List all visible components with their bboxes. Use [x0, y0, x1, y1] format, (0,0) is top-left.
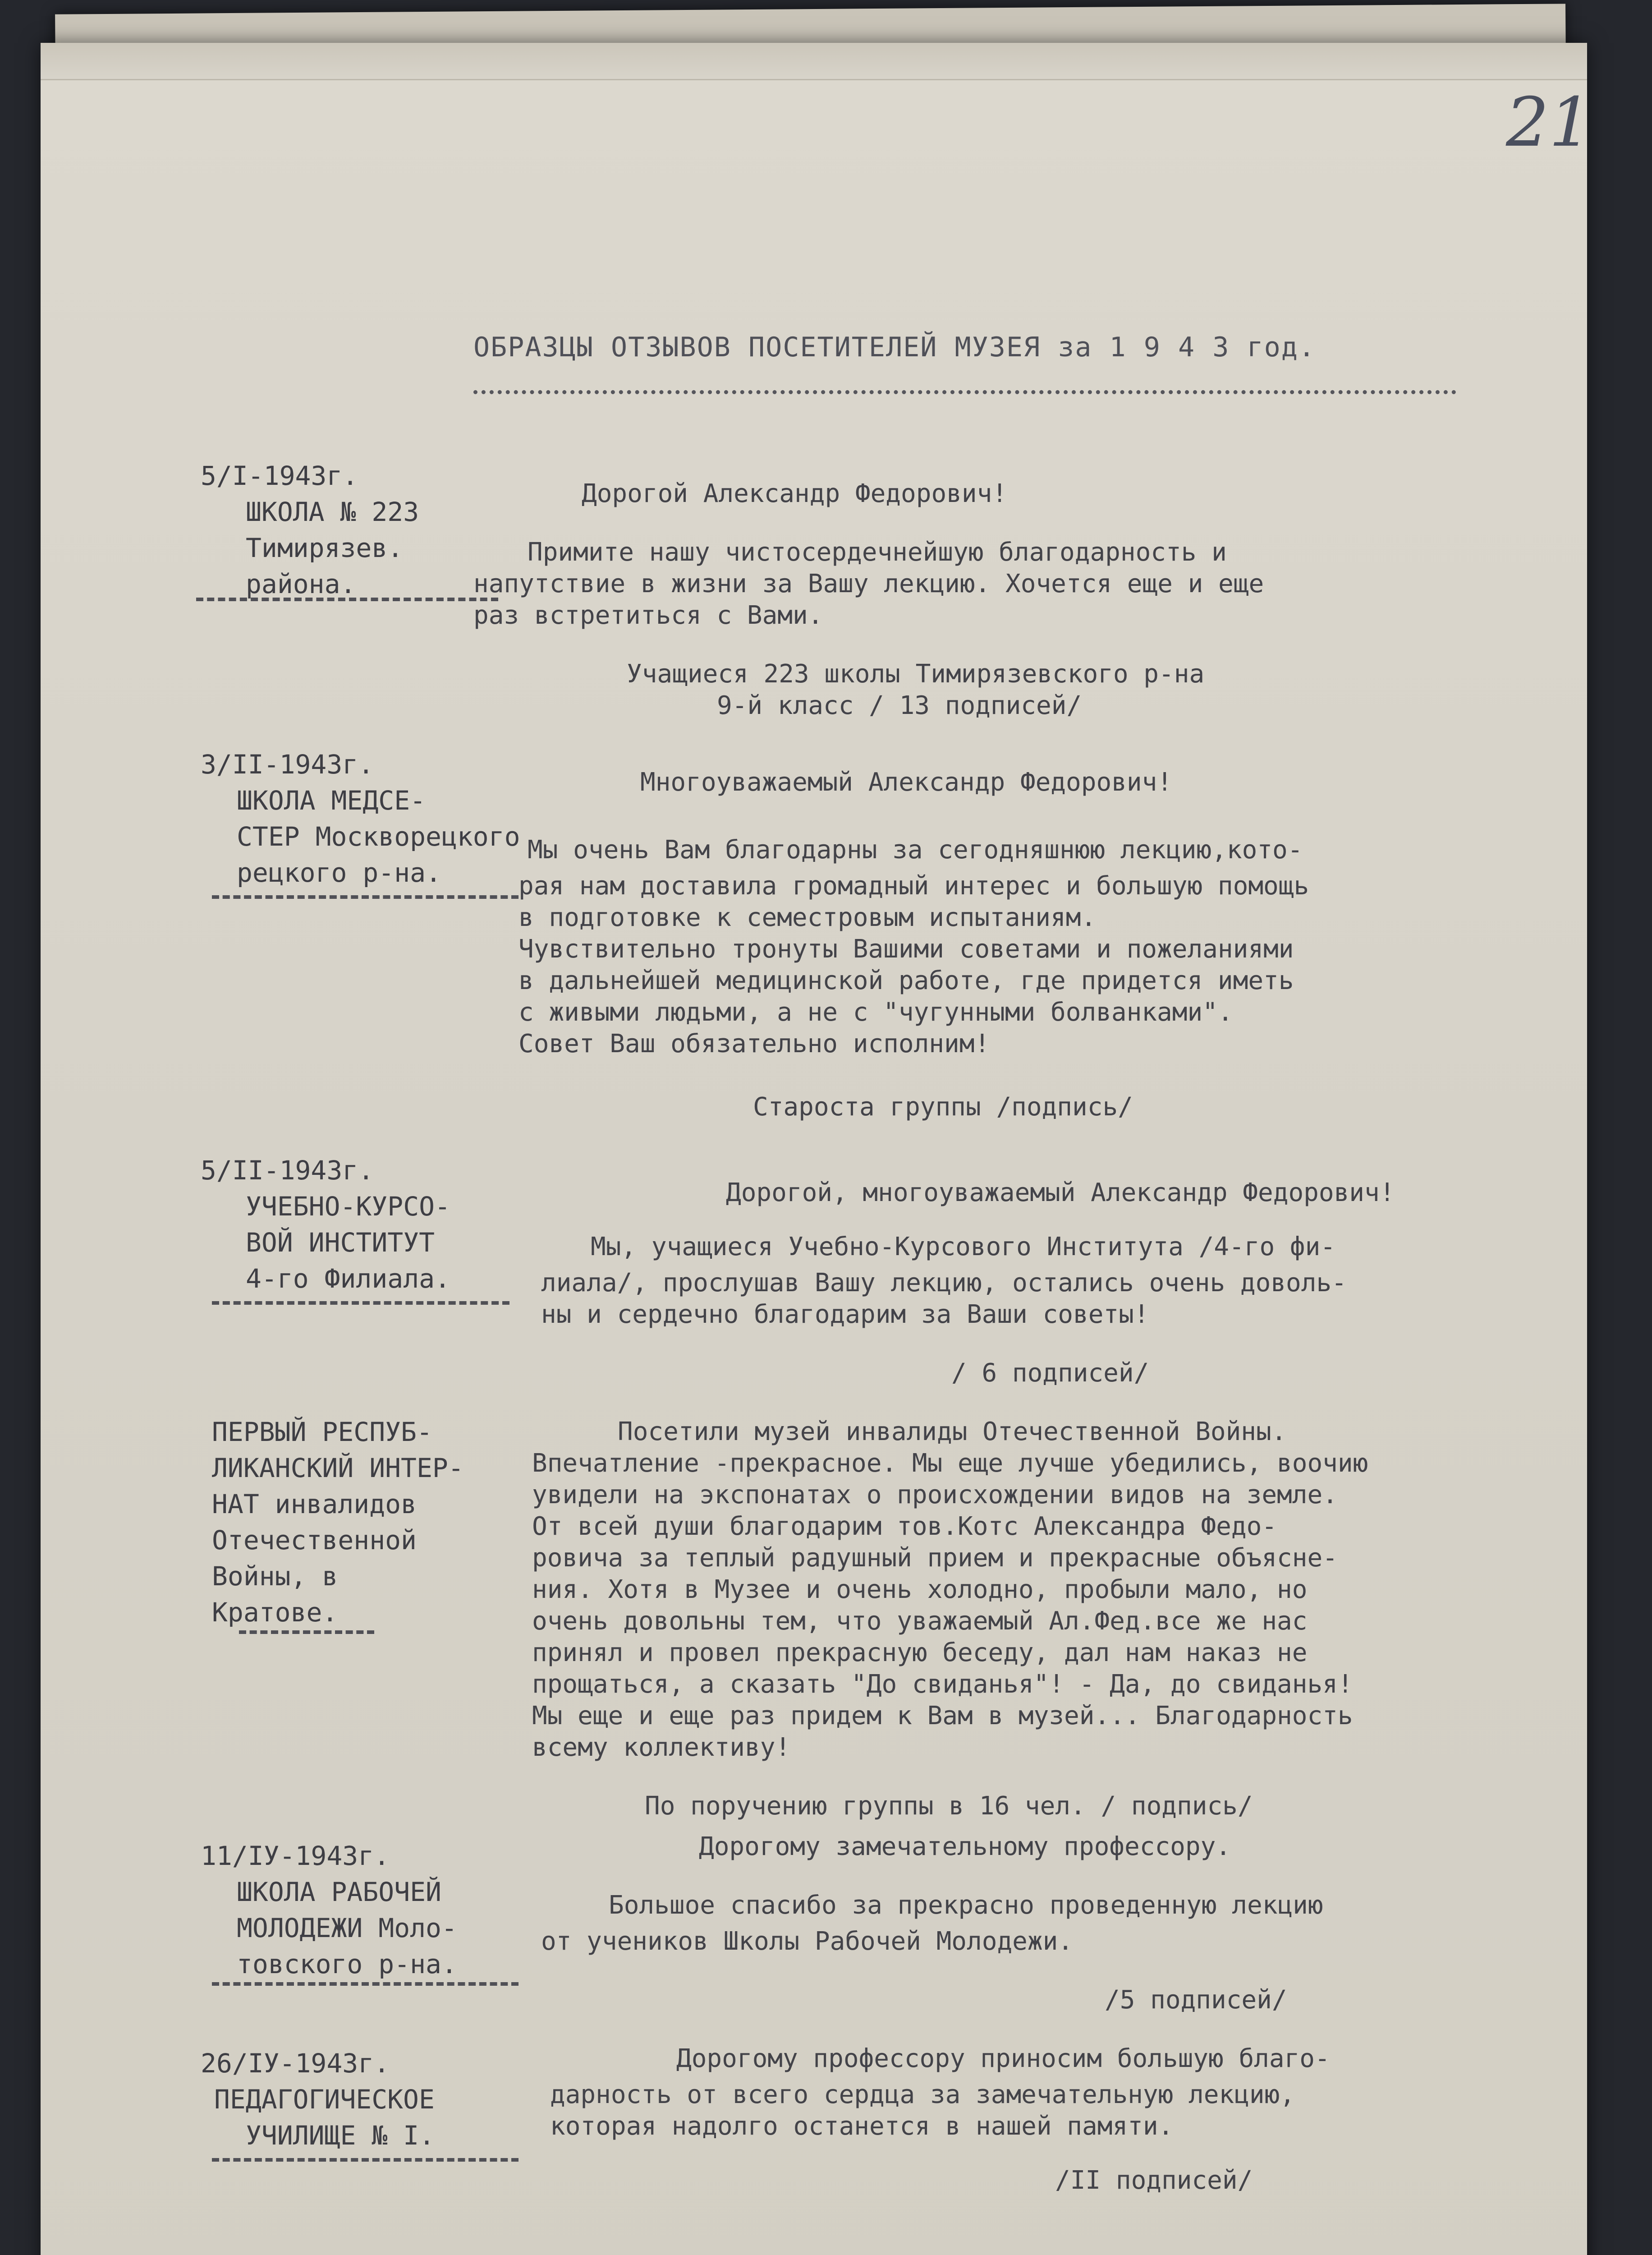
- entry-6-body-2: которая надолго останется в нашей памяти.: [550, 2112, 1174, 2141]
- entry-4-place-4: Отечественной: [212, 1525, 417, 1555]
- entry-4-body-9: Мы еще и еще раз придем к Вам в музей... Благодарность: [532, 1701, 1353, 1730]
- entry-6-place-1: ПЕДАГОГИЧЕСКОЕ: [214, 2084, 435, 2115]
- entry-4-separator: [239, 1630, 374, 1634]
- entry-3-body-1: Мы, учащиеся Учебно-Курсового Института /4-го фи-: [591, 1232, 1336, 1261]
- entry-5-body-1: Большое спасибо за прекрасно проведенную лекцию: [609, 1891, 1323, 1920]
- entry-4-salutation: Посетили музей инвалиды Отечественной Войны.: [618, 1417, 1287, 1446]
- entry-3-place-1: УЧЕБНО-КУРСО-: [246, 1191, 450, 1222]
- entry-6-separator: [212, 2158, 519, 2162]
- entry-6-body-1: дарность от всего сердца за замечательную лекцию,: [550, 2080, 1295, 2109]
- entry-1-body-3: раз встретиться с Вами.: [473, 601, 823, 630]
- entry-6-date: 26/IУ-1943г.: [201, 2048, 390, 2079]
- entry-4-body-8: прощаться, а сказать "До свиданья"! - Да, до свиданья!: [532, 1670, 1353, 1699]
- entry-1-left: [201, 458, 419, 602]
- entry-5-place-1: ШКОЛА РАБОЧЕЙ: [237, 1877, 441, 1907]
- entry-5-separator: [212, 1982, 519, 1986]
- entry-1-place-3: района.: [246, 569, 356, 599]
- entry-4-body-1: Впечатление -прекрасное. Мы еще лучше убедились, воочию: [532, 1449, 1368, 1478]
- entry-4-left: [212, 1414, 464, 1630]
- entry-2-body-3: в подготовке к семестровым испытаниям.: [519, 903, 1097, 932]
- entry-5-body-2: от учеников Школы Рабочей Молодежи.: [541, 1927, 1074, 1956]
- entry-1-date: 5/I-1943г.: [201, 460, 358, 491]
- entry-2-place-2: СТЕР Москворецкого: [237, 821, 520, 852]
- entry-4-body-3: От всей души благодарим тов.Котс Александра Федо-: [532, 1512, 1277, 1541]
- entry-2-body-6: с живыми людьми, а не с "чугунными болванками".: [519, 998, 1233, 1027]
- entry-6-left: [201, 2045, 435, 2154]
- entry-4-place-2: ЛИКАНСКИЙ ИНТЕР-: [212, 1453, 464, 1483]
- document-title: ОБРАЗЦЫ ОТЗЫВОВ ПОСЕТИТЕЛЕЙ МУЗЕЯ за 1 9 4 3 год.: [473, 331, 1316, 363]
- entry-3-body-3: ны и сердечно благодарим за Ваши советы!: [541, 1300, 1149, 1329]
- entry-5-salutation: Дорогому замечательному профессору.: [699, 1832, 1231, 1861]
- entry-4-body-4: ровича за теплый радушный прием и прекрасные объясне-: [532, 1543, 1338, 1573]
- entry-2-body-4: Чувствительно тронуты Вашими советами и пожеланиями: [519, 934, 1294, 964]
- entry-4-body-2: увидели на экспонатах о происхождении видов на земле.: [532, 1480, 1338, 1509]
- entry-1-signature-2: 9-й класс / 13 подписей/: [717, 691, 1082, 720]
- page-number: 21: [1506, 83, 1592, 162]
- entry-2-salutation: Многоуважаемый Александр Федорович!: [640, 768, 1173, 797]
- entry-6-place-2: УЧИЛИЩЕ № I.: [246, 2120, 435, 2151]
- page-top-fold: [41, 43, 1587, 80]
- entry-2-place-1: ШКОЛА МЕДСЕ-: [237, 785, 426, 816]
- entry-4-body-5: ния. Хотя в Музее и очень холодно, пробыли мало, но: [532, 1575, 1308, 1604]
- entry-4-body-6: очень довольны тем, что уважаемый Ал.Фед.все же нас: [532, 1606, 1308, 1636]
- entry-6-salutation: Дорогому профессору приносим большую благо-: [676, 2044, 1330, 2073]
- entry-4-signature: По поручению группы в 16 чел. / подпись/: [645, 1791, 1253, 1821]
- entry-3-place-2: ВОЙ ИНСТИТУТ: [246, 1227, 435, 1258]
- entry-1-place-1: ШКОЛА № 223: [246, 497, 419, 527]
- entry-2-signature: Староста группы /подпись/: [753, 1092, 1133, 1122]
- entry-3-date: 5/II-1943г.: [201, 1155, 374, 1186]
- entry-2-body-2: рая нам доставила громадный интерес и большую помощь: [519, 871, 1309, 901]
- entry-1-signature-1: Учащиеся 223 школы Тимирязевского р-на: [627, 659, 1205, 689]
- entry-2-body-1: Мы очень Вам благодарны за сегодняшнюю лекцию,кото-: [528, 835, 1303, 865]
- entry-2-separator: [212, 895, 519, 899]
- entry-5-place-3: товского р-на.: [237, 1949, 457, 1979]
- entry-2-body-7: Совет Ваш обязательно исполним!: [519, 1029, 990, 1058]
- entry-4-body-7: принял и провел прекрасную беседу, дал нам наказ не: [532, 1638, 1308, 1667]
- entry-3-place-3: 4-го Филиала.: [246, 1263, 450, 1294]
- entry-5-left: [201, 1838, 457, 1982]
- entry-3-salutation: Дорогой, многоуважаемый Александр Федорович!: [726, 1178, 1395, 1207]
- entry-1-separator: [196, 598, 498, 601]
- entry-1-place-2: Тимирязев.: [246, 533, 404, 563]
- entry-1-body-2: напутствие в жизни за Вашу лекцию. Хочется еще и еще: [473, 569, 1264, 598]
- entry-3-separator: [212, 1301, 509, 1305]
- entry-6-signature: /II подписей/: [1055, 2166, 1253, 2195]
- entry-3-left: [201, 1152, 450, 1297]
- entry-5-date: 11/IУ-1943г.: [201, 1841, 390, 1871]
- entry-3-signature: / 6 подписей/: [951, 1358, 1149, 1388]
- entry-5-place-2: МОЛОДЕЖИ Моло-: [237, 1913, 457, 1943]
- entry-4-place-5: Войны, в: [212, 1561, 338, 1592]
- entry-4-place-1: ПЕРВЫЙ РЕСПУБ-: [212, 1417, 432, 1447]
- entry-5-signature: /5 подписей/: [1105, 1985, 1287, 2015]
- entry-2-body-5: в дальнейшей медицинской работе, где придется иметь: [519, 966, 1294, 995]
- entry-4-place-6: Кратове.: [212, 1597, 338, 1628]
- entry-3-body-2: лиала/, прослушав Вашу лекцию, остались очень доволь-: [541, 1268, 1347, 1298]
- entry-1-salutation: Дорогой Александр Федорович!: [582, 479, 1008, 508]
- entry-2-place-3: рецкого р-на.: [237, 857, 441, 888]
- entry-2-date: 3/II-1943г.: [201, 749, 374, 780]
- entry-2-left: [201, 746, 520, 891]
- entry-4-place-3: НАТ инвалидов: [212, 1489, 417, 1519]
- entry-1-body-1: Примите нашу чистосердечнейшую благодарность и: [528, 538, 1227, 567]
- title-underline: [473, 390, 1456, 394]
- entry-4-body-10: всему коллективу!: [532, 1733, 791, 1762]
- document-page: [41, 43, 1592, 2255]
